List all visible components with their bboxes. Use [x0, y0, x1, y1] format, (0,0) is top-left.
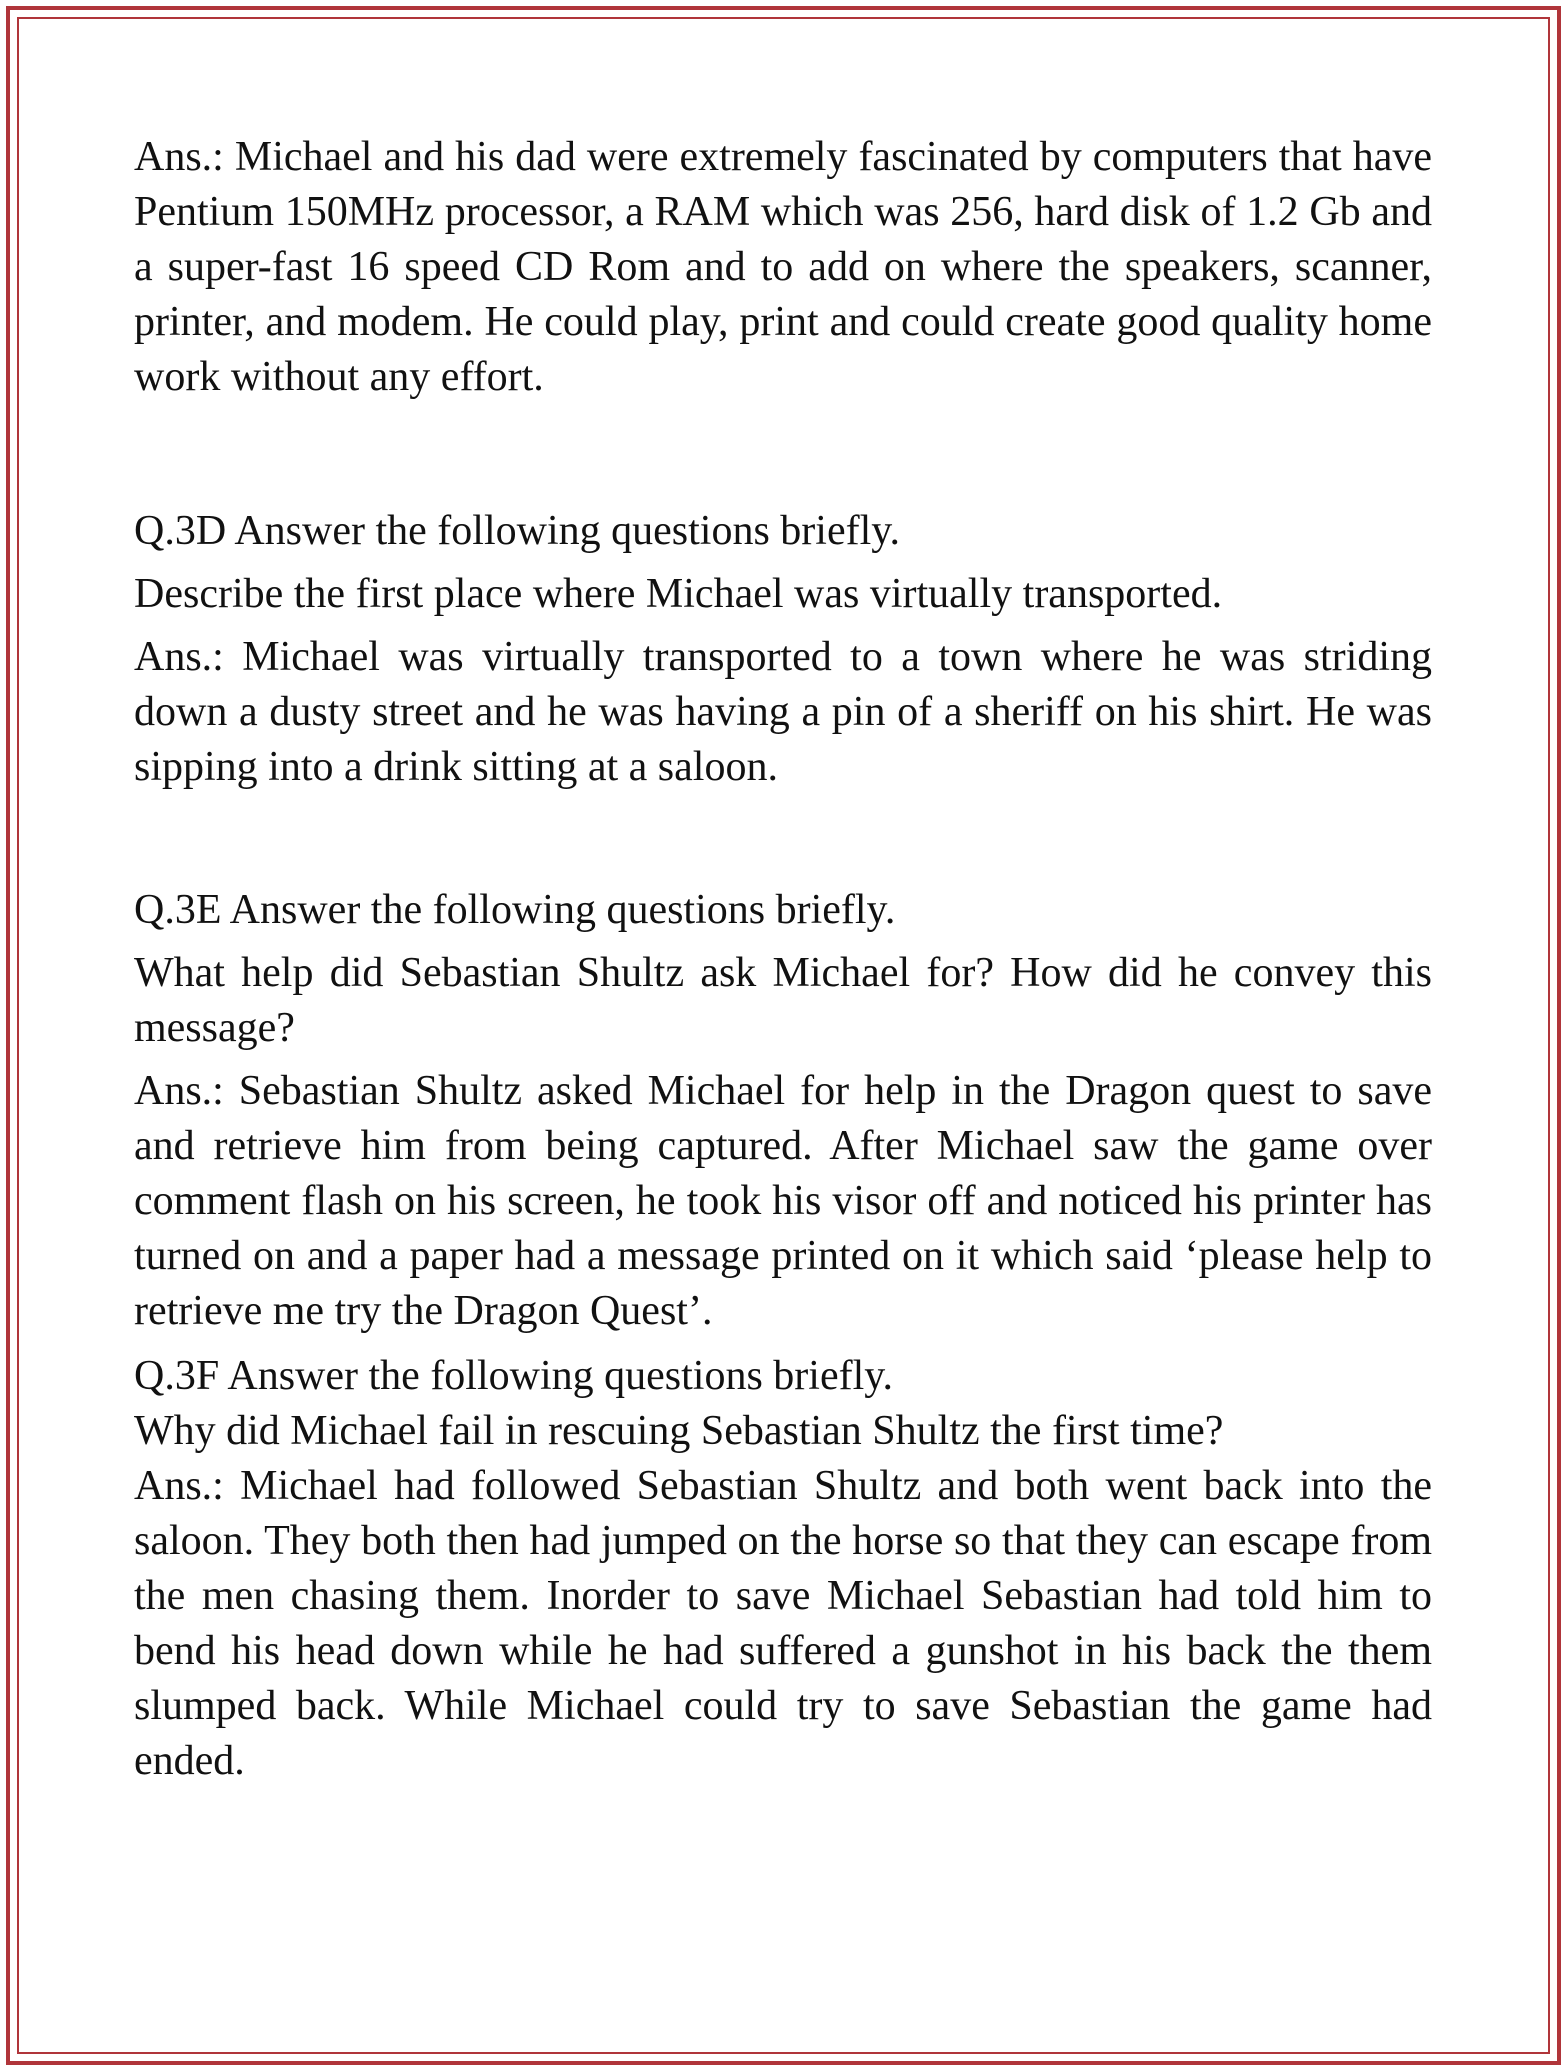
- heading-q3d: Q.3D Answer the following questions briefly.: [134, 508, 901, 554]
- spacer: [134, 795, 1432, 883]
- answer-q3f: Ans.: Michael had followed Sebastian Shultz and both went back into the saloon. They both then had jumped on the horse so that they can escape from the men chasing them. Inorder to save Michael Sebastian had told him to bend his head down while he had suffered a gunshot in his back the them slumped back. While Michael could try to save Sebastian the game had ended.: [134, 1463, 1432, 1784]
- heading-q3e: Q.3E Answer the following questions briefly.: [134, 887, 896, 933]
- question-q3d: Describe the first place where Michael was virtually transported.: [134, 571, 1223, 617]
- document-body: [134, 130, 1432, 1789]
- question-q3f: Why did Michael fail in rescuing Sebastian Shultz the first time?: [134, 1408, 1224, 1454]
- answer-q3e: Ans.: Sebastian Shultz asked Michael for help in the Dragon quest to save and retrieve him from being captured. After Michael saw the game over comment flash on his screen, he took his visor off and noticed his printer has turned on and a paper had a message printed on it which said ‘please help to retrieve me try the Dragon Quest’.: [134, 1068, 1432, 1334]
- spacer: [134, 405, 1432, 504]
- answer-q3d: Ans.: Michael was virtually transported to a town where he was striding down a dusty street and he was having a pin of a sheriff on his shirt. He was sipping into a drink sitting at a saloon.: [134, 634, 1432, 790]
- heading-q3f: Q.3F Answer the following questions briefly.: [134, 1353, 894, 1399]
- answer-3c: Ans.: Michael and his dad were extremely fascinated by computers that have Pentium 150MHz processor, a RAM which was 256, hard disk of 1.2 Gb and a super-fast 16 speed CD Rom and to add on where the speakers, scanner, printer, and modem. He could play, print and could create good quality home work without any effort.: [134, 134, 1432, 400]
- question-q3e: What help did Sebastian Shultz ask Michael for? How did he convey this message?: [134, 950, 1432, 1051]
